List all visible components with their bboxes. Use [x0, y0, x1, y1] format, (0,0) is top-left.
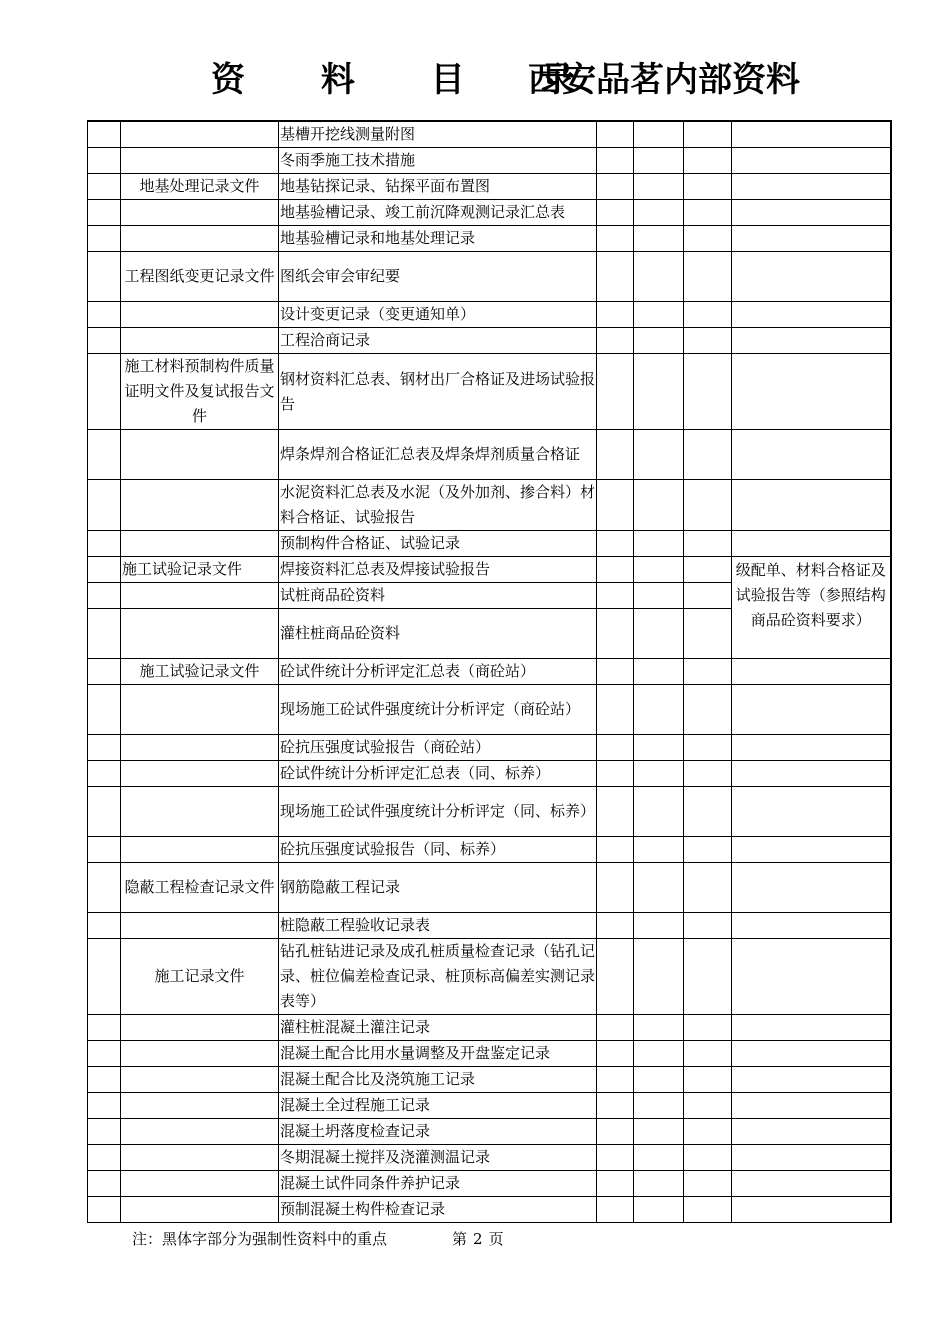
category-cell: 地基处理记录文件	[121, 174, 279, 200]
category-cell	[121, 761, 279, 787]
table-row	[88, 328, 891, 354]
item-cell: 地基验槽记录和地基处理记录	[279, 226, 597, 252]
page-number	[452, 1228, 504, 1249]
table-row	[88, 685, 891, 735]
category-cell	[121, 1171, 279, 1197]
item-cell: 现场施工砼试件强度统计分析评定（商砼站）	[279, 685, 597, 735]
item-cell: 钻孔桩钻进记录及成孔桩质量检查记录（钻孔记录、桩位偏差检查记录、桩顶标高偏差实测记录表等）	[279, 939, 597, 1015]
category-cell	[121, 302, 279, 328]
table-row	[88, 787, 891, 837]
category-cell	[121, 609, 279, 659]
table-row	[88, 174, 891, 200]
item-cell: 现场施工砼试件强度统计分析评定（同、标养）	[279, 787, 597, 837]
category-cell	[121, 480, 279, 531]
table-row	[88, 531, 891, 557]
table-row	[88, 863, 891, 913]
item-cell: 钢筋隐蔽工程记录	[279, 863, 597, 913]
category-cell	[121, 1119, 279, 1145]
page-subtitle: 西安品茗内部资料	[528, 60, 800, 100]
item-cell: 灌柱桩商品砼资料	[279, 609, 597, 659]
table-row	[88, 226, 891, 252]
table-row	[88, 1119, 891, 1145]
item-cell: 水泥资料汇总表及水泥（及外加剂、掺合料）材料合格证、试验报告	[279, 480, 597, 531]
item-cell: 混凝土全过程施工记录	[279, 1093, 597, 1119]
category-cell: 施工材料预制构件质量证明文件及复试报告文件	[121, 354, 279, 430]
item-cell: 冬雨季施工技术措施	[279, 148, 597, 174]
item-cell: 设计变更记录（变更通知单）	[279, 302, 597, 328]
category-cell: 工程图纸变更记录文件	[121, 252, 279, 302]
table-row	[88, 1171, 891, 1197]
document-index-table	[87, 120, 892, 1223]
page-prefix: 第	[452, 1230, 468, 1248]
category-cell	[121, 1041, 279, 1067]
item-cell: 混凝土配合比用水量调整及开盘鉴定记录	[279, 1041, 597, 1067]
table-row	[88, 200, 891, 226]
category-cell	[121, 787, 279, 837]
item-cell: 冬期混凝土搅拌及浇灌测温记录	[279, 1145, 597, 1171]
table-row	[88, 354, 891, 430]
table-row	[88, 761, 891, 787]
item-cell: 砼试件统计分析评定汇总表（同、标养）	[279, 761, 597, 787]
page-suffix: 页	[488, 1230, 504, 1248]
category-cell	[121, 583, 279, 609]
item-cell: 灌柱桩混凝土灌注记录	[279, 1015, 597, 1041]
item-cell: 焊条焊剂合格证汇总表及焊条焊剂质量合格证	[279, 430, 597, 480]
category-cell: 施工试验记录文件	[121, 659, 279, 685]
item-cell: 预制构件合格证、试验记录	[279, 531, 597, 557]
item-cell: 砼试件统计分析评定汇总表（商砼站）	[279, 659, 597, 685]
item-cell: 基槽开挖线测量附图	[279, 121, 597, 148]
table-row	[88, 252, 891, 302]
table-row	[88, 302, 891, 328]
category-cell	[121, 226, 279, 252]
table-row	[88, 1145, 891, 1171]
item-cell: 地基钻探记录、钻探平面布置图	[279, 174, 597, 200]
category-cell	[121, 735, 279, 761]
table-row	[88, 659, 891, 685]
table-row	[88, 913, 891, 939]
table-row	[88, 939, 891, 1015]
document-header	[0, 52, 950, 100]
table-row	[88, 735, 891, 761]
page-number-value: 2	[473, 1230, 483, 1248]
category-cell	[121, 913, 279, 939]
category-cell	[121, 1093, 279, 1119]
table-row	[88, 430, 891, 480]
item-cell: 混凝土坍落度检查记录	[279, 1119, 597, 1145]
item-cell: 工程洽商记录	[279, 328, 597, 354]
item-cell: 试桩商品砼资料	[279, 583, 597, 609]
category-cell	[121, 531, 279, 557]
category-cell: 施工试验记录文件	[121, 557, 279, 583]
table-row	[88, 1067, 891, 1093]
item-cell: 砼抗压强度试验报告（商砼站）	[279, 735, 597, 761]
category-cell	[121, 430, 279, 480]
item-cell: 钢材资料汇总表、钢材出厂合格证及进场试验报告	[279, 354, 597, 430]
category-cell	[121, 685, 279, 735]
item-cell: 桩隐蔽工程验收记录表	[279, 913, 597, 939]
item-cell: 预制混凝土构件检查记录	[279, 1197, 597, 1223]
category-cell	[121, 121, 279, 148]
item-cell: 焊接资料汇总表及焊接试验报告	[279, 557, 597, 583]
table-row	[88, 557, 891, 583]
category-cell	[121, 200, 279, 226]
table-row	[88, 1093, 891, 1119]
footer-note: 注：黑体字部分为强制性资料中的重点	[132, 1230, 388, 1248]
category-cell: 施工记录文件	[121, 939, 279, 1015]
item-cell: 地基验槽记录、竣工前沉降观测记录汇总表	[279, 200, 597, 226]
item-cell: 图纸会审会审纪要	[279, 252, 597, 302]
category-cell	[121, 837, 279, 863]
category-cell	[121, 148, 279, 174]
item-cell: 混凝土试件同条件养护记录	[279, 1171, 597, 1197]
category-cell	[121, 1067, 279, 1093]
table-row	[88, 480, 891, 531]
table-row	[88, 1041, 891, 1067]
item-cell: 砼抗压强度试验报告（同、标养）	[279, 837, 597, 863]
table-row	[88, 1197, 891, 1223]
item-cell: 混凝土配合比及浇筑施工记录	[279, 1067, 597, 1093]
table-row	[88, 1015, 891, 1041]
table-row	[88, 148, 891, 174]
side-note-cell: 级配单、材料合格证及试验报告等（参照结构商品砼资料要求）	[732, 557, 891, 659]
category-cell	[121, 1197, 279, 1223]
table-row	[88, 121, 891, 148]
table-row	[88, 837, 891, 863]
category-cell: 隐蔽工程检查记录文件	[121, 863, 279, 913]
category-cell	[121, 1015, 279, 1041]
category-cell	[121, 328, 279, 354]
category-cell	[121, 1145, 279, 1171]
page-title: 资 料 目 录	[211, 60, 607, 100]
